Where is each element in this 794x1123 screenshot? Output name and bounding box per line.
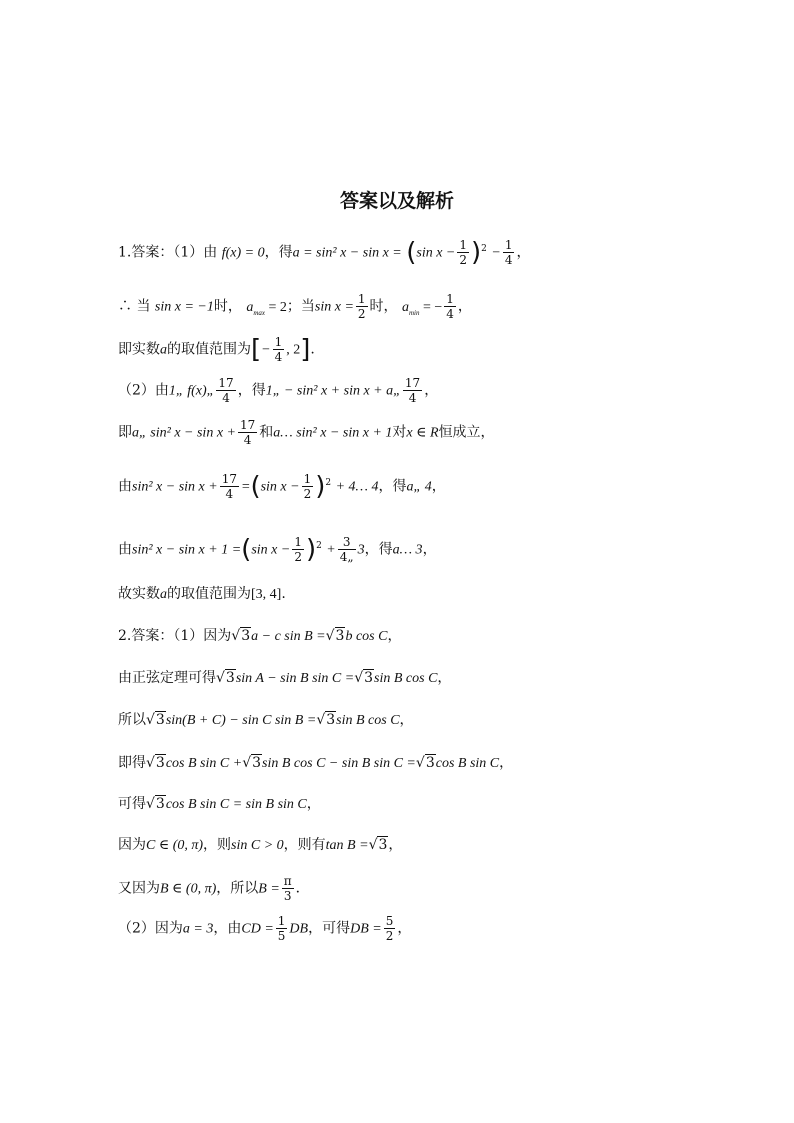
punct: ． bbox=[295, 880, 310, 897]
math-expr: sin B cos C bbox=[336, 713, 400, 728]
sqrt: √3 bbox=[368, 837, 388, 853]
punct: ， bbox=[431, 478, 446, 495]
q1-text: 和 bbox=[259, 424, 274, 441]
sqrt: √3 bbox=[231, 628, 251, 644]
q1-text: 故实数 bbox=[118, 586, 160, 602]
q2-line-3 bbox=[118, 710, 758, 731]
bracket-close: ] bbox=[300, 334, 311, 365]
sqrt: √3 bbox=[146, 755, 165, 771]
q2-text: ，由 bbox=[213, 920, 242, 937]
fraction: $\frac{5}{2}$ bbox=[385, 914, 394, 943]
math-expr: [3, 4] bbox=[251, 587, 282, 602]
q2-text: ，可得 bbox=[308, 920, 351, 937]
q1-text: 的取值范围为 bbox=[167, 586, 251, 602]
fraction: $\frac{1}{2}$ bbox=[459, 238, 468, 267]
math-expr: DB bbox=[289, 921, 309, 937]
math-expr: tan B = bbox=[325, 838, 369, 853]
sqrt: √3 bbox=[415, 755, 435, 771]
math-expr: − bbox=[261, 342, 271, 358]
q1-line-1: 1.答案：（1）由 f(x) = 0，得a = sin² x − sin x = (sin x − $\frac{1}{2}$ )$^2$ − $\frac{1}{4}$ ， bbox=[118, 237, 531, 268]
math-expr: b cos C bbox=[345, 629, 388, 644]
paren-open: ( bbox=[250, 471, 261, 502]
q1-text: 即 bbox=[118, 424, 132, 441]
fraction: $\frac{17}{4}$ bbox=[218, 376, 234, 405]
q2-text: （2）因为 bbox=[118, 920, 183, 937]
q1-text: ∴ 当 bbox=[118, 298, 151, 315]
math-expr: sin x − bbox=[260, 479, 300, 495]
q1-text: 由 bbox=[118, 541, 132, 558]
sqrt: √3 bbox=[146, 712, 165, 728]
q1-line-6: 由sin² x − sin x + $\frac{17}{4}$ =(sin x − $\frac{1}{2}$ )$^2$ + 4… 4，得a„ 4， bbox=[118, 471, 446, 502]
q2-text: 可得 bbox=[118, 796, 146, 812]
paren-close: ) bbox=[315, 471, 326, 502]
q2-text: 所以 bbox=[118, 712, 146, 728]
math-var: a bbox=[160, 587, 167, 602]
q2-line-7 bbox=[118, 874, 758, 903]
q2-label: 2.答案： bbox=[118, 628, 174, 644]
punct: ， bbox=[499, 755, 514, 771]
q2-line-2 bbox=[118, 668, 758, 689]
math-expr: a… sin² x − sin x + 1 bbox=[273, 425, 393, 441]
fraction: $\frac{\pi}{3}$ bbox=[283, 874, 292, 903]
a-max: $a_{max} = 2$ bbox=[246, 299, 287, 317]
math-expr: CD = bbox=[241, 921, 274, 937]
punct: ， bbox=[422, 541, 437, 558]
math-expr: cos B sin C bbox=[435, 756, 500, 771]
fraction: $\frac{17}{4}$ bbox=[404, 376, 421, 405]
math-expr: sin² x − sin x + 1 = bbox=[132, 542, 242, 558]
q2-text: ，所以 bbox=[216, 880, 259, 897]
paren-close: ) bbox=[471, 237, 482, 268]
sqrt: √3 bbox=[316, 712, 336, 728]
q1-line-8 bbox=[118, 584, 758, 605]
paren-open: ( bbox=[241, 534, 252, 565]
math-expr: sin² x − sin x + bbox=[132, 479, 218, 495]
q2-text: 由正弦定理可得 bbox=[118, 670, 216, 686]
math-expr: sin C > 0 bbox=[231, 838, 284, 853]
bracket-open: [ bbox=[251, 334, 262, 365]
fraction: $\frac{1}{4}$ bbox=[446, 292, 454, 321]
math-expr: sin x = bbox=[314, 299, 354, 315]
q1-text: （2）由 bbox=[118, 382, 169, 399]
math-expr: = bbox=[240, 479, 251, 495]
punct: ， bbox=[388, 837, 403, 853]
q1-line-3 bbox=[118, 335, 758, 364]
sqrt: √3 bbox=[325, 628, 345, 644]
math-expr: a… 3 bbox=[392, 542, 423, 558]
q1-text: ，得 bbox=[364, 541, 393, 558]
fraction: $\frac{1}{4}$ bbox=[274, 335, 283, 364]
q1-line-4 bbox=[118, 376, 758, 405]
punct: ， bbox=[437, 670, 452, 686]
q1-line-2 bbox=[118, 292, 758, 322]
math-expr: 3 bbox=[357, 542, 365, 558]
math-expr: B ∈ (0, π) bbox=[160, 881, 217, 897]
fraction: $\frac{1}{2}$ bbox=[294, 535, 302, 564]
math-expr: sin(B + C) − sin C sin B = bbox=[165, 713, 317, 728]
math-expr: sin x = −1 bbox=[154, 299, 214, 315]
fraction: $\frac{17}{4}$ bbox=[239, 418, 256, 447]
sqrt: √3 bbox=[242, 755, 262, 771]
q2-text: ，则有 bbox=[283, 837, 326, 853]
punct: ， bbox=[397, 920, 412, 937]
q1-text: 由 bbox=[118, 478, 132, 495]
punct: ， bbox=[306, 796, 321, 812]
math-expr: a − c sin B = bbox=[251, 629, 326, 644]
a-min: $a_{min}$ = − bbox=[401, 299, 443, 317]
math-expr: , 2 bbox=[286, 342, 301, 358]
math-expr: a = 3 bbox=[182, 921, 214, 937]
q1-text: 即实数 bbox=[118, 341, 160, 358]
q2-line-6 bbox=[118, 835, 758, 856]
sqrt: √3 bbox=[146, 796, 165, 812]
punct: ， bbox=[399, 712, 414, 728]
math-expr: 1„ f(x)„ bbox=[168, 383, 215, 399]
math-expr: B = bbox=[258, 881, 280, 897]
fraction: $\frac{1}{4}$ bbox=[504, 238, 513, 267]
q1-text: ；当 bbox=[286, 298, 315, 315]
q1-text: ，得 bbox=[264, 244, 293, 261]
math-expr: 1„ − sin² x + sin x + a„ bbox=[265, 383, 401, 399]
math-expr: sin x − bbox=[251, 542, 291, 558]
q1-text: 恒成立， bbox=[438, 424, 495, 441]
q1-text: 时， bbox=[369, 298, 398, 315]
q1-line-5 bbox=[118, 418, 758, 447]
math-expr: sin x − bbox=[416, 245, 456, 261]
math-expr: + bbox=[326, 542, 336, 558]
q2-text: ，则 bbox=[203, 837, 232, 853]
paren-open: ( bbox=[406, 237, 417, 268]
punct: ， bbox=[516, 244, 531, 261]
q1-label: 1.答案： bbox=[118, 244, 174, 261]
math-expr: a„ 4 bbox=[406, 479, 432, 495]
punct: ， bbox=[457, 298, 472, 315]
punct: . bbox=[281, 586, 286, 602]
q1-line-7: 由sin² x − sin x + 1 =(sin x − $\frac{1}{2}$ )$^2$ + $\frac{3}{4„}$ 3，得a… 3， bbox=[118, 534, 437, 565]
math-expr: a„ sin² x − sin x + bbox=[132, 425, 236, 441]
fraction: $\frac{1}{5}$ bbox=[277, 914, 286, 943]
q2-line-8 bbox=[118, 914, 758, 943]
math-expr: + 4… 4 bbox=[335, 479, 379, 495]
sqrt: √3 bbox=[216, 670, 235, 686]
q2-line-5 bbox=[118, 794, 758, 815]
math-expr: sin B cos C bbox=[374, 671, 438, 686]
math-expr: f(x) = 0 bbox=[221, 245, 265, 261]
q2-text: 因为 bbox=[118, 837, 146, 853]
q1-text: 时， bbox=[213, 298, 242, 315]
math-expr: sin B cos C − sin B sin C = bbox=[262, 756, 416, 771]
math-expr: cos B sin C + bbox=[165, 756, 243, 771]
math-expr: − bbox=[491, 245, 501, 261]
q1-text: 的取值范围为 bbox=[167, 341, 251, 358]
paren-close: ) bbox=[305, 534, 317, 565]
q1-text: ，得 bbox=[378, 478, 407, 495]
q1-text: （1）由 bbox=[173, 244, 218, 261]
fraction: $\frac{1}{2}$ bbox=[357, 292, 366, 321]
q2-text: 即得 bbox=[118, 755, 146, 771]
math-expr: sin A − sin B sin C = bbox=[235, 671, 355, 686]
math-var: a bbox=[160, 342, 167, 358]
punct: . bbox=[310, 341, 315, 358]
math-expr: x ∈ R bbox=[406, 425, 439, 441]
q1-text: 对 bbox=[392, 424, 407, 441]
fraction: $\frac{17}{4}$ bbox=[221, 472, 237, 501]
q2-text: 又因为 bbox=[118, 880, 160, 897]
math-expr: DB = bbox=[350, 921, 382, 937]
fraction: $\frac{1}{2}$ bbox=[303, 472, 312, 501]
math-expr: a = sin² x − sin x = bbox=[292, 245, 402, 261]
fraction: $\frac{3}{4„}$ bbox=[339, 535, 354, 564]
sqrt: √3 bbox=[354, 670, 374, 686]
punct: ， bbox=[424, 382, 439, 399]
math-expr: cos B sin C = sin B sin C bbox=[165, 797, 307, 812]
q2-line-1 bbox=[118, 626, 758, 647]
q2-line-4 bbox=[118, 753, 758, 774]
punct: ， bbox=[387, 628, 402, 644]
math-expr: C ∈ (0, π) bbox=[146, 838, 204, 853]
q1-text: ，得 bbox=[237, 382, 266, 399]
q2-text: （1）因为 bbox=[173, 628, 232, 644]
page-title: 答案以及解析 bbox=[339, 190, 454, 212]
